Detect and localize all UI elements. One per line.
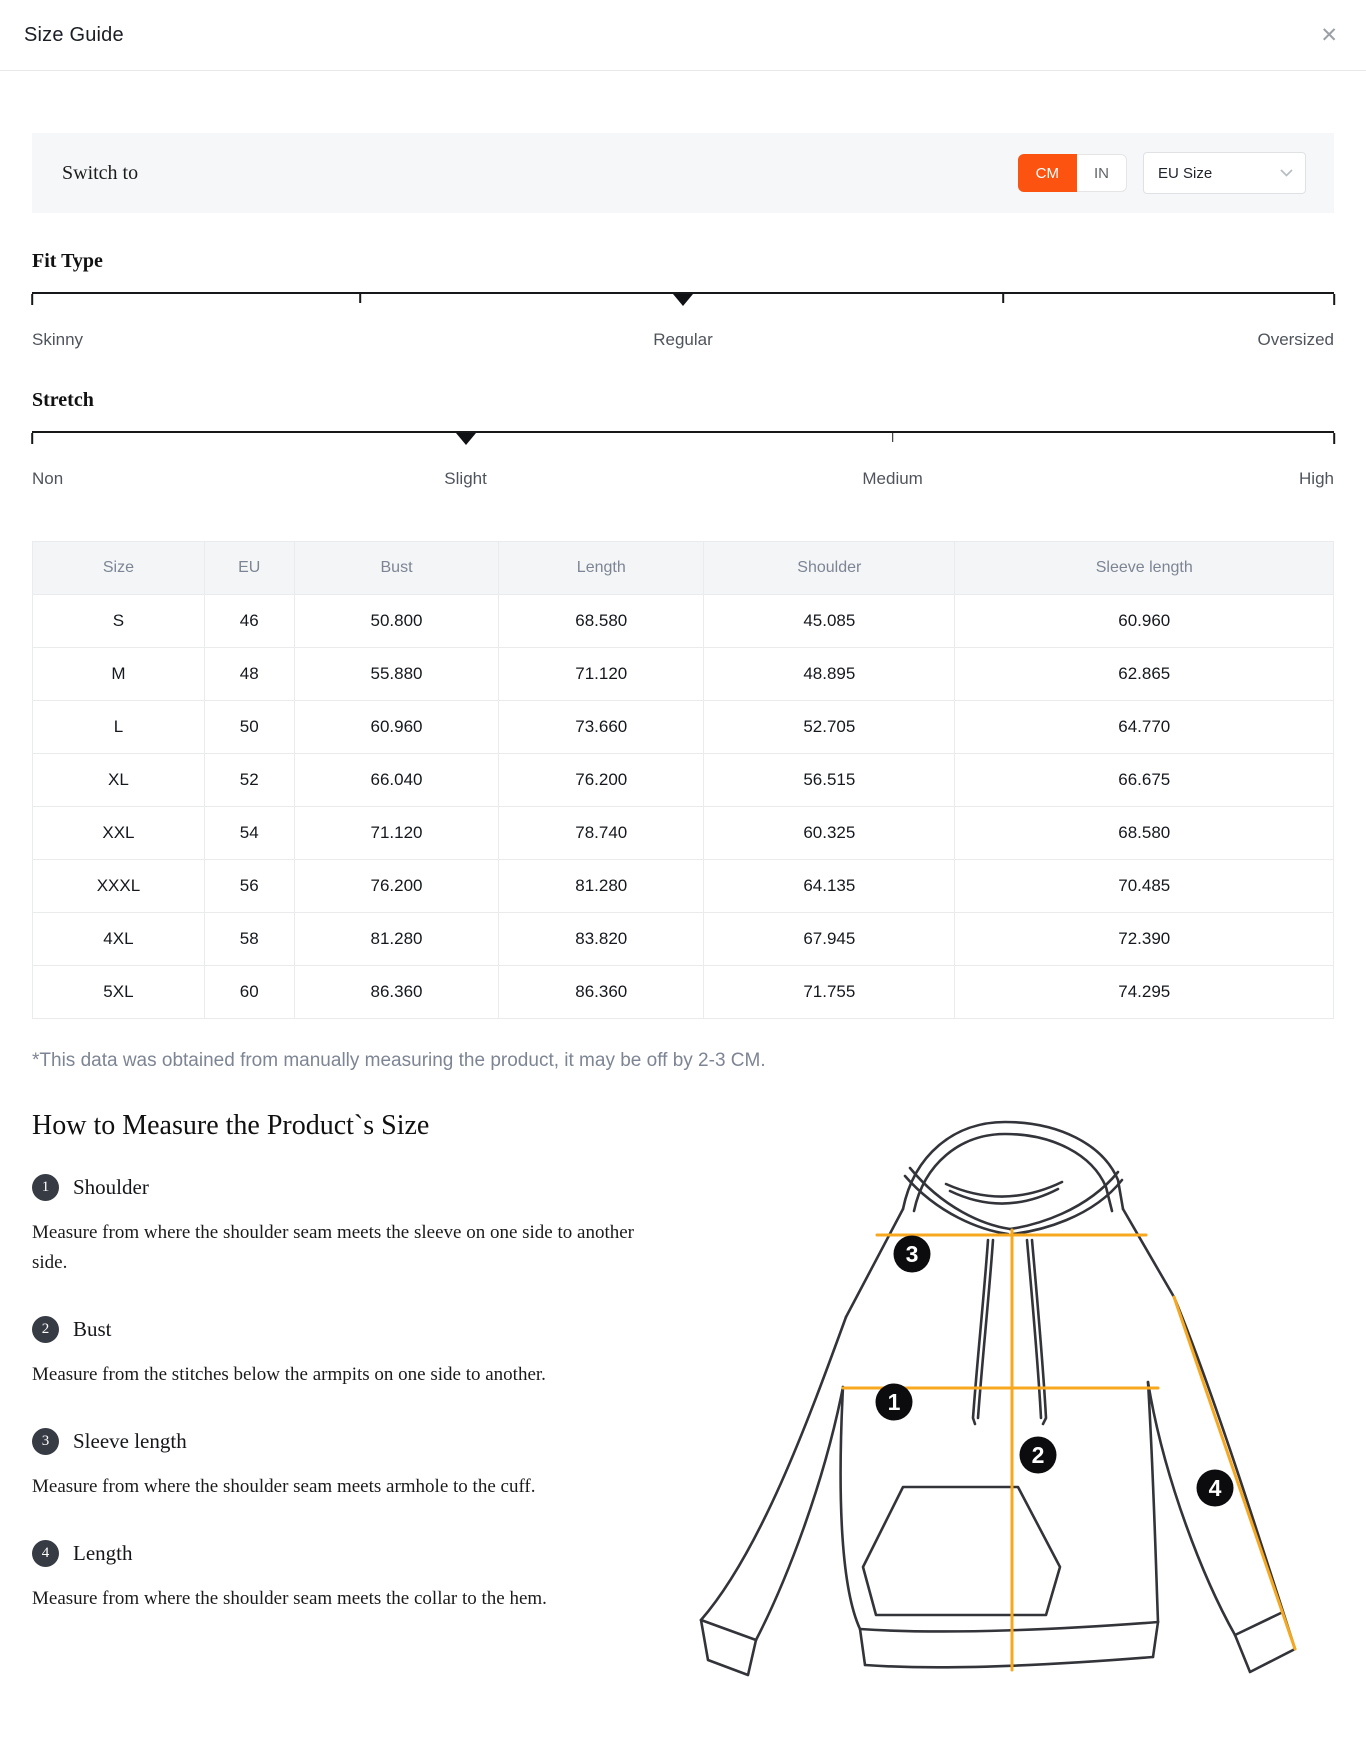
table-cell: 81.280	[294, 913, 499, 966]
diagram-markers	[876, 1236, 1234, 1507]
table-cell: 54	[204, 807, 294, 860]
column-header: Sleeve length	[955, 542, 1334, 595]
stretch-labels	[32, 469, 1334, 491]
slider-tick	[1333, 433, 1335, 444]
measure-item-description: Measure from the stitches below the armpits on one side to another.	[32, 1364, 546, 1385]
number-badge: 2	[32, 1316, 59, 1343]
fit-type-title: Fit Type	[32, 250, 103, 272]
measure-item-head	[32, 1540, 652, 1567]
table-cell: 71.120	[294, 807, 499, 860]
column-header: Bust	[294, 542, 499, 595]
table-cell: 76.200	[499, 754, 704, 807]
table-cell: L	[33, 701, 205, 754]
table-cell: 50.800	[294, 595, 499, 648]
hoodie-measure-diagram	[688, 1112, 1308, 1712]
measure-item-sleeve-length	[32, 1428, 652, 1502]
number-badge: 3	[32, 1428, 59, 1455]
fit_type-marker-triangle	[673, 294, 693, 306]
table-cell: 73.660	[499, 701, 704, 754]
table-cell: 71.755	[704, 966, 955, 1019]
table-cell: 76.200	[294, 860, 499, 913]
number-badge: 1	[32, 1174, 59, 1201]
table-cell: 5XL	[33, 966, 205, 1019]
measure-item-label: Shoulder	[73, 1175, 149, 1199]
table-cell: 62.865	[955, 648, 1334, 701]
table-cell: 64.770	[955, 701, 1334, 754]
table-cell: 66.675	[955, 754, 1334, 807]
hoodie-outline	[701, 1122, 1295, 1675]
table-row	[33, 595, 1334, 648]
table-cell: 60.960	[955, 595, 1334, 648]
table-cell: 71.120	[499, 648, 704, 701]
size-table-head	[33, 542, 1334, 595]
table-cell: XL	[33, 754, 205, 807]
column-header: Size	[33, 542, 205, 595]
table-cell: 83.820	[499, 913, 704, 966]
measure-item-head	[32, 1174, 652, 1201]
marker-number-3: 3	[905, 1241, 919, 1267]
table-cell: 60.325	[704, 807, 955, 860]
measure-section	[32, 1072, 1334, 1614]
table-cell: 50	[204, 701, 294, 754]
measure-item-label: Bust	[73, 1317, 112, 1341]
table-row	[33, 701, 1334, 754]
table-row	[33, 648, 1334, 701]
table-row	[33, 754, 1334, 807]
table-cell: 48.895	[704, 648, 955, 701]
table-cell: 46	[204, 595, 294, 648]
size-system-value: EU Size	[1158, 164, 1213, 182]
table-cell: 58	[204, 913, 294, 966]
measure-item-head	[32, 1316, 652, 1343]
table-cell: 68.580	[955, 807, 1334, 860]
column-header: Shoulder	[704, 542, 955, 595]
table-cell: 48	[204, 648, 294, 701]
unit-toggle	[1018, 154, 1127, 192]
measure-item-label: Sleeve length	[73, 1429, 187, 1453]
stretch-slider-block	[32, 389, 1334, 491]
column-header: Length	[499, 542, 704, 595]
size-table-header-row	[33, 542, 1334, 595]
sleeve-measure-line	[1174, 1297, 1295, 1649]
close-icon[interactable]: ✕	[1320, 23, 1338, 47]
table-cell: 52.705	[704, 701, 955, 754]
table-cell: 86.360	[294, 966, 499, 1019]
table-cell: 81.280	[499, 860, 704, 913]
measure-lines	[843, 1230, 1295, 1670]
unit-in-button[interactable]: IN	[1077, 154, 1127, 192]
table-cell: 74.295	[955, 966, 1334, 1019]
unit-cm-button[interactable]: CM	[1018, 154, 1077, 192]
fit_type-label-oversized: Oversized	[1257, 330, 1334, 349]
slider-tick	[892, 433, 894, 442]
table-cell: 56.515	[704, 754, 955, 807]
page-title: Size Guide	[24, 23, 124, 46]
table-cell: XXXL	[33, 860, 205, 913]
marker-number-1: 1	[887, 1389, 901, 1415]
fit_type-label-skinny: Skinny	[32, 330, 84, 349]
table-cell: 72.390	[955, 913, 1334, 966]
table-cell: 52	[204, 754, 294, 807]
size-system-select[interactable]	[1143, 152, 1306, 194]
number-badge: 4	[32, 1540, 59, 1567]
fit-type-slider-block	[32, 250, 1334, 352]
table-row	[33, 860, 1334, 913]
stretch-label-slight: Slight	[444, 469, 487, 488]
measure-item-head	[32, 1428, 652, 1455]
size-table-body	[33, 595, 1334, 1019]
slider-tick	[359, 294, 361, 303]
measure-item-label: Length	[73, 1541, 133, 1565]
table-row	[33, 913, 1334, 966]
fit-type-labels	[32, 330, 1334, 352]
marker-number-2: 2	[1031, 1442, 1045, 1468]
switch-controls	[1018, 152, 1306, 194]
stretch-title: Stretch	[32, 389, 94, 411]
slider-tick	[31, 433, 33, 444]
slider-tick	[31, 294, 33, 305]
table-cell: M	[33, 648, 205, 701]
table-cell: 56	[204, 860, 294, 913]
stretch-marker-triangle	[456, 433, 476, 445]
measure-item-shoulder	[32, 1174, 652, 1278]
slider-tick	[1002, 294, 1004, 303]
modal-content	[0, 133, 1366, 1614]
table-cell: 68.580	[499, 595, 704, 648]
table-cell: S	[33, 595, 205, 648]
table-cell: 67.945	[704, 913, 955, 966]
marker-number-4: 4	[1208, 1475, 1222, 1501]
table-cell: 70.485	[955, 860, 1334, 913]
measure-item-length	[32, 1540, 652, 1614]
slider-tick	[1333, 294, 1335, 305]
table-cell: 66.040	[294, 754, 499, 807]
table-row	[33, 966, 1334, 1019]
fit-type-track	[32, 292, 1334, 305]
stretch-label-medium: Medium	[862, 469, 923, 488]
stretch-label-non: Non	[32, 469, 64, 488]
switch-to-label: Switch to	[62, 161, 139, 184]
stretch-label-high: High	[1299, 469, 1334, 488]
table-cell: XXL	[33, 807, 205, 860]
size-table	[32, 541, 1334, 1019]
table-cell: 86.360	[499, 966, 704, 1019]
table-cell: 55.880	[294, 648, 499, 701]
stretch-track	[32, 431, 1334, 444]
table-row	[33, 807, 1334, 860]
measure-item-description: Measure from where the shoulder seam meets the sleeve on one side to another side.	[32, 1222, 634, 1273]
table-cell: 60.960	[294, 701, 499, 754]
chevron-down-icon	[1280, 169, 1293, 177]
column-header: EU	[204, 542, 294, 595]
measure-item-description: Measure from where the shoulder seam meets the collar to the hem.	[32, 1588, 547, 1609]
table-cell: 64.135	[704, 860, 955, 913]
table-cell: 60	[204, 966, 294, 1019]
table-cell: 78.740	[499, 807, 704, 860]
measure-items	[32, 1174, 652, 1614]
measure-item-bust	[32, 1316, 652, 1390]
unit-switch-bar	[32, 133, 1334, 213]
measurement-footnote: *This data was obtained from manually measuring the product, it may be off by 2-3 CM.	[32, 1050, 766, 1071]
measure-item-description: Measure from where the shoulder seam meets armhole to the cuff.	[32, 1476, 536, 1497]
fit_type-label-regular: Regular	[653, 330, 713, 349]
measure-title: How to Measure the Product`s Size	[32, 1110, 430, 1141]
modal-header	[0, 0, 1366, 71]
table-cell: 4XL	[33, 913, 205, 966]
table-cell: 45.085	[704, 595, 955, 648]
